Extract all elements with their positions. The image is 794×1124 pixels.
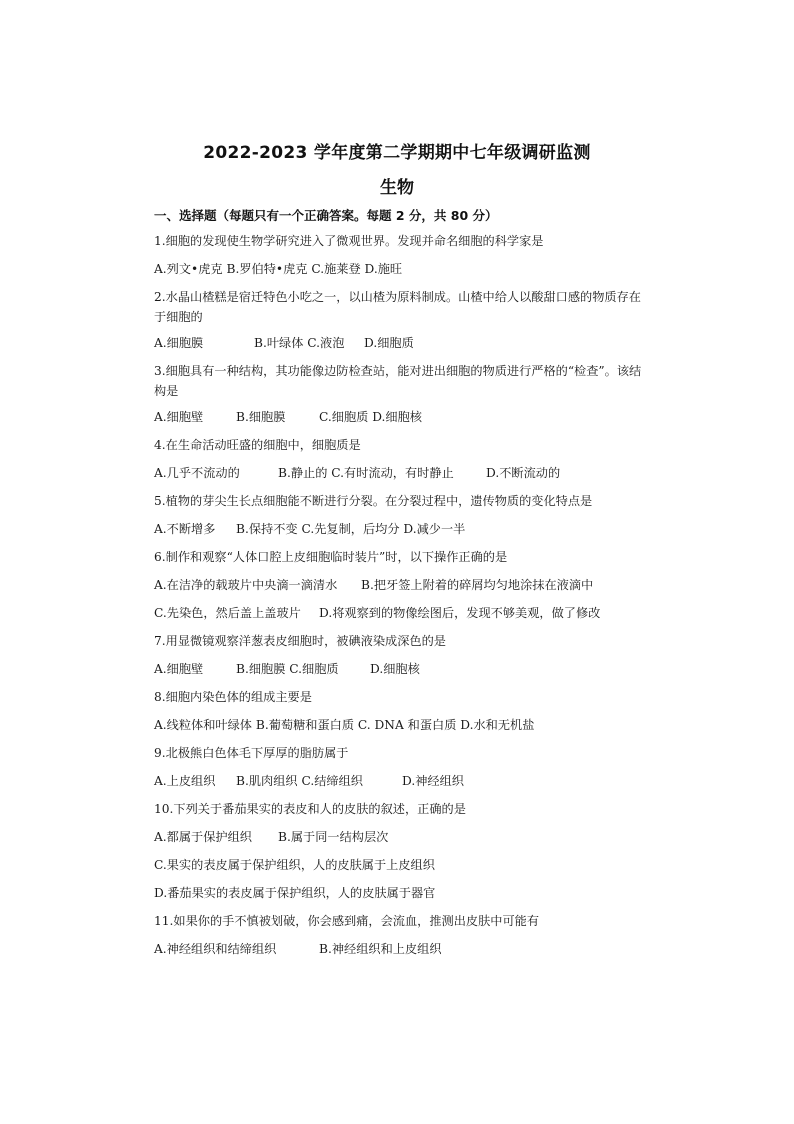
question-9-option-d: D.神经组织 — [402, 774, 464, 788]
question-11-option-b: B.神经组织和上皮组织 — [319, 942, 442, 956]
question-11-stem: 11.如果你的手不慎被划破，你会感到痛，会流血，推测出皮肤中可能有 — [154, 914, 540, 928]
question-3-stem: 3.细胞具有一种结构，其功能像边防检查站，能对进出细胞的物质进行严格的“检查”。该结构是 — [154, 364, 642, 398]
question-3-option-a: A.细胞壁 — [154, 410, 204, 424]
question-7-options — [154, 659, 420, 679]
question-10-option-c: C.果实的表皮属于保护组织，人的皮肤属于上皮组织 — [154, 858, 435, 872]
question-5-option-bcd: B.保持不变 C.先复制，后均分 D.减少一半 — [236, 522, 466, 536]
question-11-options — [154, 939, 442, 959]
question-8-options: A.线粒体和叶绿体 B.葡萄糖和蛋白质 C. DNA 和蛋白质 D.水和无机盐 — [154, 718, 535, 732]
section-heading: 一、选择题（每题只有一个正确答案。每题 2 分，共 80 分） — [154, 208, 498, 223]
question-6-options-ab — [154, 575, 593, 595]
question-4-options — [154, 463, 560, 483]
question-10-options-ab — [154, 827, 388, 847]
question-7-stem: 7.用显微镜观察洋葱表皮细胞时，被碘液染成深色的是 — [154, 634, 446, 648]
question-2-option-a: A.细胞膜 — [154, 336, 204, 350]
question-8-stem: 8.细胞内染色体的组成主要是 — [154, 690, 312, 704]
question-6-stem: 6.制作和观察“人体口腔上皮细胞临时装片”时，以下操作正确的是 — [154, 550, 508, 564]
question-4-option-bc: B.静止的 C.有时流动，有时静止 — [278, 466, 454, 480]
question-10-option-b: B.属于同一结构层次 — [278, 830, 389, 844]
question-3-option-cd: C.细胞质 D.细胞核 — [319, 410, 422, 424]
question-9-stem: 9.北极熊白色体毛下厚厚的脂肪属于 — [154, 746, 349, 760]
question-10-option-d: D.番茄果实的表皮属于保护组织，人的皮肤属于器官 — [154, 886, 436, 900]
question-7-option-d: D.细胞核 — [370, 662, 420, 676]
exam-subject: 生物 — [380, 178, 414, 198]
question-6-option-a: A.在洁净的载玻片中央滴一滴清水 — [154, 578, 338, 592]
question-6-option-d: D.将观察到的物像绘图后，发现不够美观，做了修改 — [319, 606, 601, 620]
exam-title: 2022-2023 学年度第二学期期中七年级调研监测 — [203, 143, 591, 163]
question-3-option-b: B.细胞膜 — [236, 410, 286, 424]
question-6-option-b: B.把牙签上附着的碎屑均匀地涂抹在液滴中 — [361, 578, 594, 592]
question-4-option-a: A.几乎不流动的 — [154, 466, 240, 480]
question-9-options — [154, 771, 464, 791]
question-2-option-d: D.细胞质 — [364, 336, 414, 350]
question-2-option-bc: B.叶绿体 C.液泡 — [254, 336, 345, 350]
question-1-options: A.列文•虎克 B.罗伯特•虎克 C.施莱登 D.施旺 — [154, 262, 403, 276]
question-2-options — [154, 333, 414, 353]
question-6-option-c: C.先染色，然后盖上盖玻片 — [154, 606, 301, 620]
question-3-options — [154, 407, 422, 427]
question-4-stem: 4.在生命活动旺盛的细胞中，细胞质是 — [154, 438, 361, 452]
question-7-option-a: A.细胞壁 — [154, 662, 204, 676]
question-5-option-a: A.不断增多 — [154, 522, 216, 536]
question-9-option-a: A.上皮组织 — [154, 774, 216, 788]
question-10-option-a: A.都属于保护组织 — [154, 830, 252, 844]
question-1-stem: 1.细胞的发现使生物学研究进入了微观世界。发现并命名细胞的科学家是 — [154, 234, 544, 248]
question-11-option-a: A.神经组织和结缔组织 — [154, 942, 277, 956]
question-10-stem: 10.下列关于番茄果实的表皮和人的皮肤的叙述，正确的是 — [154, 802, 466, 816]
question-2-stem: 2.水晶山楂糕是宿迁特色小吃之一，以山楂为原料制成。山楂中给人以酸甜口感的物质存在于细胞的 — [154, 290, 641, 324]
question-4-option-d: D.不断流动的 — [486, 466, 561, 480]
question-5-stem: 5.植物的芽尖生长点细胞能不断进行分裂。在分裂过程中，遗传物质的变化特点是 — [154, 494, 593, 508]
question-5-options — [154, 519, 465, 539]
question-7-option-bc: B.细胞膜 C.细胞质 — [236, 662, 339, 676]
question-6-options-cd — [154, 603, 600, 623]
question-9-option-bc: B.肌肉组织 C.结缔组织 — [236, 774, 363, 788]
